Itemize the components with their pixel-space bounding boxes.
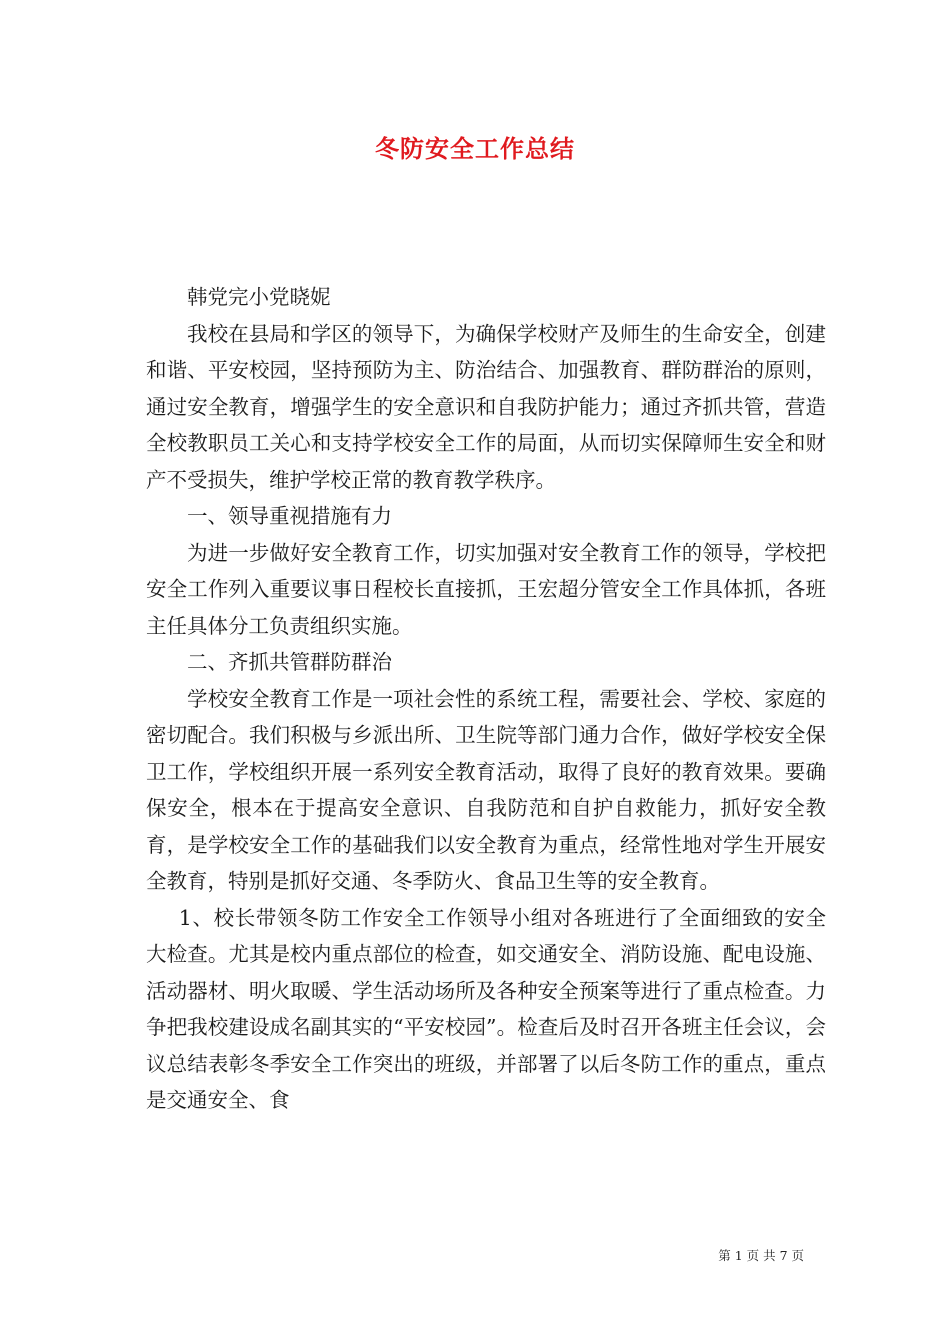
document-body [146,279,826,1119]
section-heading-2: 二、齐抓共管群防群治 [187,650,392,674]
author-line: 韩党完小党晓妮 [187,285,331,309]
section-2-paragraph: 学校安全教育工作是一项社会性的系统工程，需要社会、学校、家庭的密切配合。我们积极与乡派出所、卫生院等部门通力合作，做好学校安全保卫工作，学校组织开展一系列安全教育活动，取得了良好的教育效果。要确保安全，根本在于提高安全意识、自我防范和自护自救能力，抓好安全教育，是学校安全工作的基础我们以安全教育为重点，经常性地对学生开展安全教育，特别是抓好交通、冬季防火、食品卫生等的安全教育。 [146,686,826,893]
section-1-paragraph: 为进一步做好安全教育工作，切实加强对安全教育工作的领导，学校把安全工作列入重要议事日程校长直接抓，王宏超分管安全工作具体抓，各班主任具体分工负责组织实施。 [146,540,826,638]
page-number: 第 1 页 共 7 页 [718,1248,804,1263]
section-heading-1: 一、领导重视措施有力 [187,504,392,528]
numbered-item-1: 1、校长带领冬防工作安全工作领导小组对各班进行了全面细致的安全大检查。尤其是校内重点部位的检查，如交通安全、消防设施、配电设施、活动器材、明火取暖、学生活动场所及各种安全预案等进行了重点检查。力争把我校建设成名副其实的“平安校园”。检查后及时召开各班主任会议，会议总结表彰冬季安全工作突出的班级，并部署了以后冬防工作的重点，重点是交通安全、食 [146,905,826,1112]
page-title: 冬防安全工作总结 [375,134,575,163]
intro-paragraph: 我校在县局和学区的领导下，为确保学校财产及师生的生命安全，创建和谐、平安校园，坚持预防为主、防治结合、加强教育、群防群治的原则，通过安全教育，增强学生的安全意识和自我防护能力；通过齐抓共管，营造全校教职员工关心和支持学校安全工作的局面，从而切实保障师生安全和财产不受损失，维护学校正常的教育教学秩序。 [146,321,826,492]
